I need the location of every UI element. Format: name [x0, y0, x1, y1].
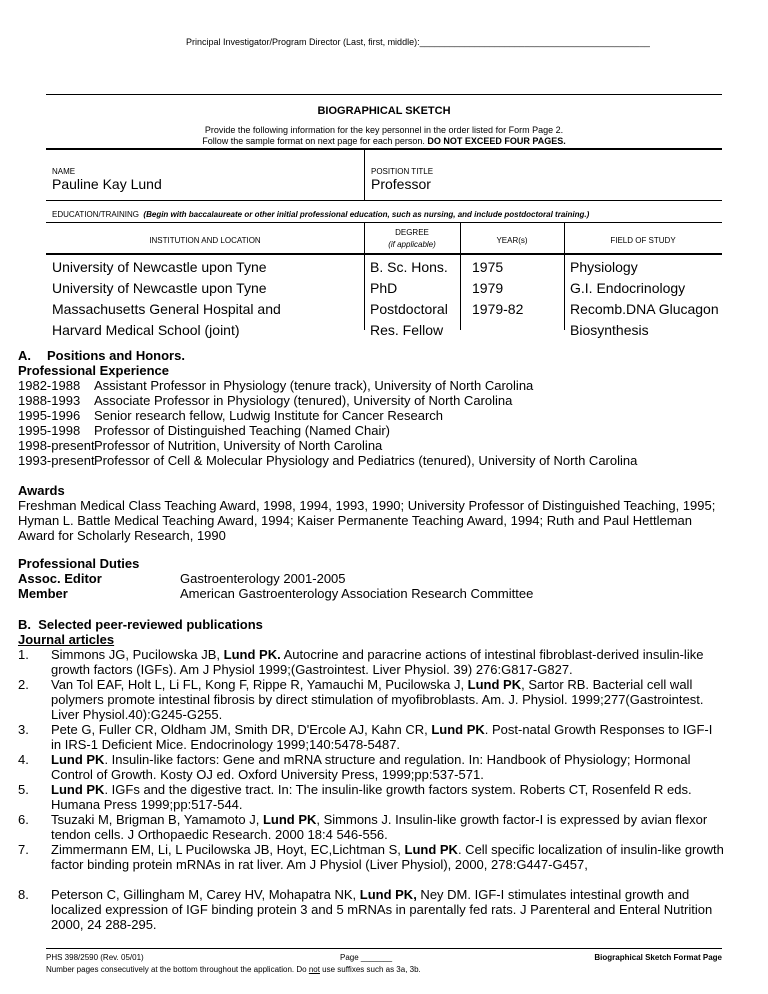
section-a-title — [18, 348, 185, 363]
publication-rest: Autocrine and paracrine actions of intestinal fibroblast-derived insulin-like growth factors (IGFs). Am J Physiol 1999;(Gastrointest. Liver Physiol. 39) 276:G817-G827. — [51, 647, 704, 677]
instructions-line-1: Provide the following information for the key personnel in the order listed for Form Page 2. — [204, 125, 564, 135]
publication-item — [18, 887, 726, 932]
col-field: FIELD OF STUDY — [610, 236, 676, 245]
publication-pi: Lund PK — [51, 782, 105, 797]
instructions-limit: DO NOT EXCEED FOUR PAGES. — [427, 136, 566, 146]
publication-authors: Simmons JG, Pucilowska JB, — [51, 647, 224, 662]
publication-item — [18, 647, 726, 677]
publication-item — [18, 722, 726, 752]
experience-row — [18, 378, 533, 393]
experience-row — [18, 408, 443, 423]
publication-pi: Lund PK — [404, 842, 458, 857]
section-b-title: B. Selected peer-reviewed publications — [18, 617, 263, 632]
footer-note — [46, 965, 421, 974]
publication-item — [18, 812, 726, 842]
edu-year: 1975 — [472, 259, 504, 275]
name-value: Pauline Kay Lund — [52, 176, 162, 192]
experience-text: Professor of Distinguished Teaching (Named Chair) — [94, 423, 391, 438]
edu-year: 1979-82 — [472, 301, 524, 317]
footer-format-page: Biographical Sketch Format Page — [594, 953, 722, 962]
edu-field: G.I. Endocrinology — [570, 280, 686, 296]
name-box-bottom — [46, 200, 722, 201]
publication-authors: Van Tol EAF, Holt L, Li FL, Kong F, Rippe R, Yamauchi M, Pucilowska J, — [51, 677, 468, 692]
publication-rest: . Cell specific localization of insulin-like growth factor binding protein mRNAs in rat liver. Am J Physiol (Liver Physiol), 2000, 278:G447-G457, — [51, 842, 724, 872]
edu-institution: Harvard Medical School (joint) — [52, 322, 240, 338]
publication-authors: Tsuzaki M, Brigman B, Yamamoto J, — [51, 812, 263, 827]
experience-text: Senior research fellow, Ludwig Institute for Cancer Research — [94, 408, 444, 423]
experience-years: 1995-1996 — [18, 408, 81, 423]
publication-rest: , Simmons J. Insulin-like growth factor-I is expressed by avian flexor tendon cells. J Orthopaedic Research. 2000 18:4 546-556. — [51, 812, 708, 842]
experience-heading: Professional Experience — [18, 363, 170, 378]
education-years — [472, 257, 562, 341]
col-degree: DEGREE — [395, 228, 429, 237]
publication-rest: . Insulin-like factors: Gene and mRNA structure and regulation. In: Handbook of Physiology; Hormonal Control of Growth. Kosty OJ ed. Oxford University Press, 1999;pp:537-571. — [51, 752, 691, 782]
publication-rest: , Sartor RB. Bacterial cell wall polymers promote intestinal fibrosis by direct stimulation of myofibroblasts. Am. J. Physiol. 1999;277(Gastrointest. Liver Physiol.40):G245-G255. — [51, 677, 704, 722]
duty-row — [18, 586, 533, 601]
publication-rest: . Post-natal Growth Responses to IGF-I in IRS-1 Deficient Mice. Endocrinology 1999;140:5478-5487. — [51, 722, 713, 752]
education-label-line — [52, 210, 589, 219]
publication-pi: Lund PK — [262, 812, 317, 827]
pi-label: Principal Investigator/Program Director (Last, first, middle): — [186, 37, 420, 47]
position-value: Professor — [371, 176, 431, 192]
experience-text: Professor of Cell & Molecular Physiology and Pediatrics (tenured), University of North Carolina — [94, 453, 638, 468]
experience-years: 1982-1988 — [18, 378, 81, 393]
instructions-prefix: Follow the sample format on next page for each person. — [202, 136, 425, 146]
footer-note-suffix: use suffixes such as 3a, 3b. — [319, 965, 421, 974]
footer-note-not: not — [308, 965, 320, 974]
edu-degree: Postdoctoral — [370, 301, 448, 317]
edu-degree: Res. Fellow — [370, 322, 444, 338]
edu-year — [472, 320, 562, 341]
publication-item — [18, 677, 726, 722]
edu-field: Biosynthesis — [570, 322, 649, 338]
experience-years: 1998-present — [18, 438, 95, 453]
experience-row — [18, 438, 382, 453]
publication-item — [18, 842, 726, 872]
education-degrees — [370, 257, 460, 341]
publication-item — [18, 782, 726, 812]
footer-note-prefix: Number pages consecutively at the bottom throughout the application. Do — [46, 965, 309, 974]
education-institutions — [52, 257, 358, 341]
footer-rule — [46, 948, 722, 949]
publication-number: 4. — [18, 752, 29, 767]
edu-year: 1979 — [472, 280, 504, 296]
experience-text: Professor of Nutrition, University of North Carolina — [94, 438, 383, 453]
publication-pi: Lund PK — [51, 752, 105, 767]
publication-number: 6. — [18, 812, 29, 827]
experience-row — [18, 453, 637, 468]
publication-number: 8. — [18, 887, 29, 902]
edu-institution: University of Newcastle upon Tyne — [52, 280, 267, 296]
section-a-heading: Positions and Honors. — [47, 348, 185, 363]
edu-field: Physiology — [570, 259, 638, 275]
awards-text: Freshman Medical Class Teaching Award, 1998, 1994, 1993, 1990; University Professor of Distinguished Teaching, 1995; Hyman L. Battle Medical Teaching Award, 1994; Kaiser Permanente Teaching Award, 1994; Ruth and Paul Hettleman Award for Scholarly Research, 1990 — [18, 498, 716, 543]
edu-divider-2 — [460, 222, 461, 330]
pi-name-line — [186, 37, 650, 47]
edu-divider-1 — [364, 222, 365, 330]
experience-years: 1995-1998 — [18, 423, 81, 438]
experience-text: Assistant Professor in Physiology (tenure track), University of North Carolina — [94, 378, 534, 393]
publication-number: 2. — [18, 677, 29, 692]
education-label: EDUCATION/TRAINING — [52, 210, 139, 219]
edu-divider-3 — [564, 222, 565, 330]
education-header-bottom — [46, 253, 722, 255]
publication-authors: Zimmermann EM, Li, L Pucilowska JB, Hoyt, EC,Lichtman S, — [51, 842, 405, 857]
experience-row — [18, 423, 390, 438]
publication-number: 5. — [18, 782, 29, 797]
publication-pi: Lund PK — [467, 677, 522, 692]
duty-role: Assoc. Editor — [18, 571, 102, 586]
duty-text: American Gastroenterology Association Research Committee — [180, 586, 534, 601]
publication-pi: Lund PK, — [359, 887, 417, 902]
education-fields — [570, 257, 720, 341]
publication-rest: Ney DM. IGF-I stimulates intestinal growth and localized expression of IGF binding protein 3 and 5 mRNAs in parentally fed rats. J Parenteral and Enteral Nutrition 2000, 24 288-295. — [51, 887, 713, 932]
publication-authors: Pete G, Fuller CR, Oldham JM, Smith DR, D'Ercole AJ, Kahn CR, — [51, 722, 432, 737]
top-rule — [46, 94, 722, 95]
publication-number: 1. — [18, 647, 29, 662]
edu-institution: Massachusetts General Hospital and — [52, 301, 281, 317]
experience-row — [18, 393, 512, 408]
col-years: YEAR(s) — [496, 236, 528, 245]
duty-text: Gastroenterology 2001-2005 — [180, 571, 346, 586]
pi-blank: ______________________________________________ — [419, 37, 650, 47]
name-label: NAME — [52, 167, 76, 176]
publication-number: 3. — [18, 722, 29, 737]
publication-number: 7. — [18, 842, 29, 857]
publication-rest: . IGFs and the digestive tract. In: The insulin-like growth factors system. Roberts CT, Rosenfeld R eds. Humana Press 1999;pp:517-544. — [51, 782, 692, 812]
edu-degree: B. Sc. Hons. — [370, 259, 448, 275]
section-a-letter: A. — [18, 348, 31, 363]
publication-pi: Lund PK. — [223, 647, 281, 662]
publication-pi: Lund PK — [431, 722, 485, 737]
position-label: POSITION TITLE — [371, 167, 434, 176]
footer-form-number: PHS 398/2590 (Rev. 05/01) — [46, 953, 144, 962]
edu-degree: PhD — [370, 280, 398, 296]
duty-role: Member — [18, 586, 68, 601]
col-degree-sub: (if applicable) — [388, 240, 436, 249]
footer-page-label: Page _______ — [340, 953, 393, 962]
duties-heading: Professional Duties — [18, 556, 140, 571]
instructions-line-2 — [0, 136, 768, 146]
experience-text: Associate Professor in Physiology (tenured), University of North Carolina — [94, 393, 513, 408]
awards-heading: Awards — [18, 483, 65, 498]
name-box-divider — [364, 150, 365, 200]
education-header-top — [46, 222, 722, 223]
experience-years: 1988-1993 — [18, 393, 81, 408]
publication-authors: Peterson C, Gillingham M, Carey HV, Mohapatra NK, — [51, 887, 360, 902]
journal-articles-heading: Journal articles — [18, 632, 115, 647]
education-note: (Begin with baccalaureate or other initial professional education, such as nursing, and include postdoctoral training.) — [143, 210, 590, 219]
duty-row — [18, 571, 346, 586]
publication-item — [18, 752, 726, 782]
experience-years: 1993-present — [18, 453, 95, 468]
edu-institution: University of Newcastle upon Tyne — [52, 259, 267, 275]
edu-field: Recomb.DNA Glucagon — [570, 301, 719, 317]
col-institution: INSTITUTION AND LOCATION — [149, 236, 261, 245]
name-box-top — [46, 148, 722, 150]
page-title: BIOGRAPHICAL SKETCH — [317, 105, 451, 117]
